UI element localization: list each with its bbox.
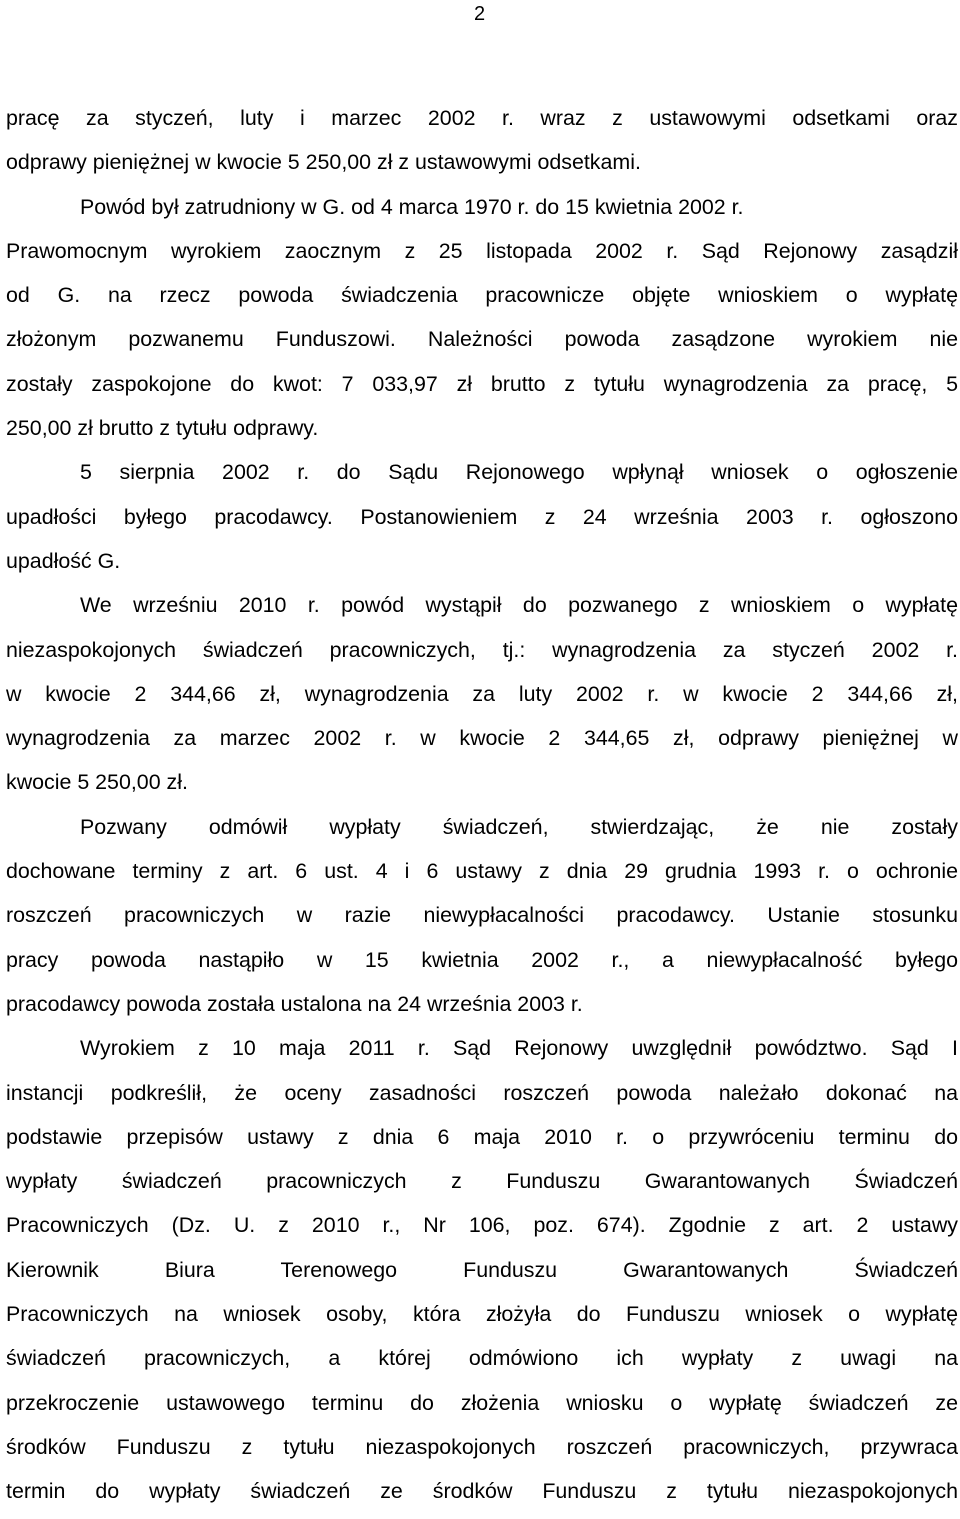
document-body bbox=[6, 96, 958, 1514]
text-line: 5 sierpnia 2002 r. do Sądu Rejonowego wpłynął wniosek o ogłoszenie bbox=[80, 460, 958, 485]
text-line: niezaspokojonych świadczeń pracowniczych, tj.: wynagrodzenia za styczeń 2002 r. bbox=[6, 637, 958, 662]
text-line: pracodawcy powoda została ustalona na 24 września 2003 r. bbox=[6, 991, 583, 1016]
page-number: 2 bbox=[474, 3, 486, 25]
text-line: pracy powoda nastąpiło w 15 kwietnia 2002 r., a niewypłacalność byłego bbox=[6, 947, 958, 972]
text-line: wynagrodzenia za marzec 2002 r. w kwocie 2 344,65 zł, odprawy pieniężnej w bbox=[6, 726, 958, 751]
text-line: złożonym pozwanemu Funduszowi. Należności powoda zasądzone wyrokiem nie bbox=[6, 327, 958, 352]
text-line: termin do wypłaty świadczeń ze środków Funduszu z tytułu niezaspokojonych bbox=[6, 1479, 958, 1504]
text-line: podstawie przepisów ustawy z dnia 6 maja 2010 r. o przywróceniu terminu do bbox=[6, 1124, 958, 1149]
text-line: od G. na rzecz powoda świadczenia pracownicze objęte wnioskiem o wypłatę bbox=[6, 283, 958, 308]
text-line: odprawy pieniężnej w kwocie 5 250,00 zł z ustawowymi odsetkami. bbox=[6, 150, 641, 175]
text-line: upadłość G. bbox=[6, 548, 121, 573]
text-line: środków Funduszu z tytułu niezaspokojonych roszczeń pracowniczych, przywraca bbox=[6, 1434, 958, 1459]
text-line: Pracowniczych (Dz. U. z 2010 r., Nr 106, poz. 674). Zgodnie z art. 2 ustawy bbox=[6, 1213, 958, 1238]
text-line: instancji podkreślił, że oceny zasadności roszczeń powoda należało dokonać na bbox=[6, 1080, 958, 1105]
text-line: świadczeń pracowniczych, a której odmówiono ich wypłaty z uwagi na bbox=[6, 1346, 958, 1371]
text-line: Prawomocnym wyrokiem zaocznym z 25 listopada 2002 r. Sąd Rejonowy zasądził bbox=[6, 238, 958, 263]
text-line: Wyrokiem z 10 maja 2011 r. Sąd Rejonowy uwzględnił powództwo. Sąd I bbox=[80, 1036, 958, 1061]
text-line: Pracowniczych na wniosek osoby, która złożyła do Funduszu wniosek o wypłatę bbox=[6, 1302, 958, 1327]
text-line: Pozwany odmówił wypłaty świadczeń, stwierdzając, że nie zostały bbox=[80, 814, 958, 839]
text-line: przekroczenie ustawowego terminu do złożenia wniosku o wypłatę świadczeń ze bbox=[6, 1390, 958, 1415]
text-line: upadłości byłego pracodawcy. Postanowieniem z 24 września 2003 r. ogłoszono bbox=[6, 504, 958, 529]
text-line: zostały zaspokojone do kwot: 7 033,97 zł brutto z tytułu wynagrodzenia za pracę, 5 bbox=[6, 371, 958, 396]
text-line: pracę za styczeń, luty i marzec 2002 r. wraz z ustawowymi odsetkami oraz bbox=[6, 106, 958, 130]
text-line: Kierownik Biura Terenowego Funduszu Gwarantowanych Świadczeń bbox=[6, 1257, 958, 1282]
text-line: roszczeń pracowniczych w razie niewypłacalności pracodawcy. Ustanie stosunku bbox=[6, 903, 958, 928]
text-line: wypłaty świadczeń pracowniczych z Funduszu Gwarantowanych Świadczeń bbox=[6, 1169, 958, 1194]
text-line: We wrześniu 2010 r. powód wystąpił do pozwanego z wnioskiem o wypłatę bbox=[80, 593, 958, 618]
text-line: dochowane terminy z art. 6 ust. 4 i 6 ustawy z dnia 29 grudnia 1993 r. o ochronie bbox=[6, 859, 958, 884]
text-line: w kwocie 2 344,66 zł, wynagrodzenia za luty 2002 r. w kwocie 2 344,66 zł, bbox=[6, 681, 958, 706]
text-line: Powód był zatrudniony w G. od 4 marca 1970 r. do 15 kwietnia 2002 r. bbox=[80, 194, 744, 219]
text-line: kwocie 5 250,00 zł. bbox=[6, 770, 188, 795]
text-line: 250,00 zł brutto z tytułu odprawy. bbox=[6, 416, 319, 441]
